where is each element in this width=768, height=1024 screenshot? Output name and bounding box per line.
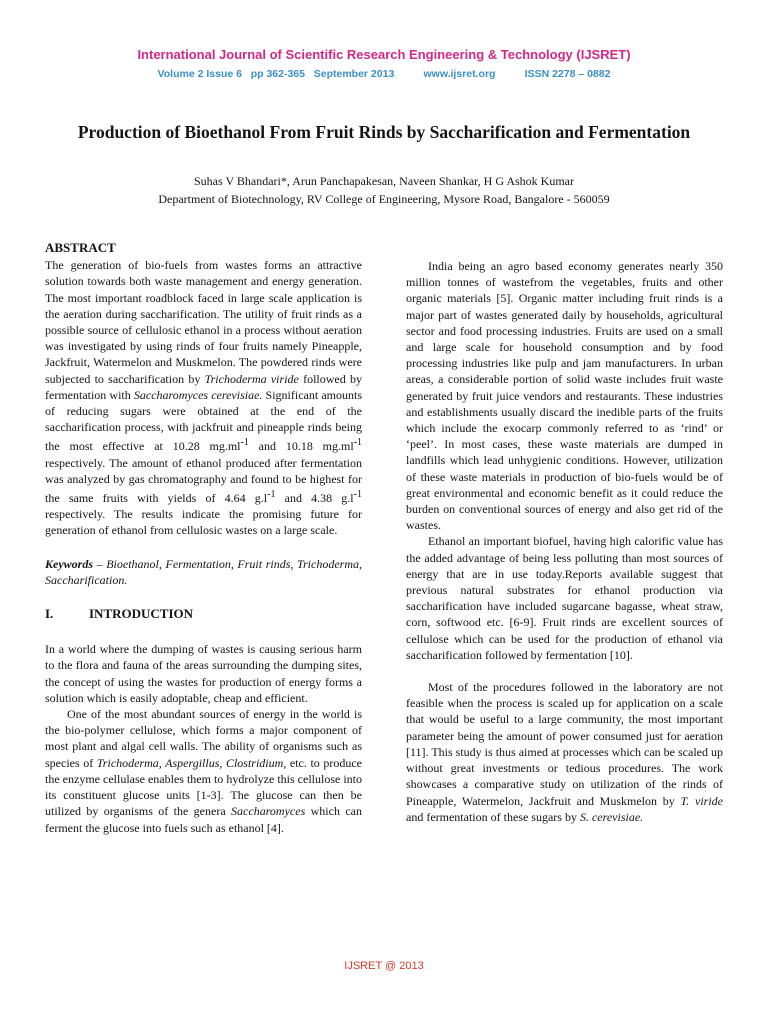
journal-website-link[interactable]: www.ijsret.org: [423, 68, 496, 80]
intro-paragraph-1: In a world where the dumping of wastes is causing serious harm to the flora and fauna of the areas surrounding the dumping sites, the concept of using the wastes for production of energy forms a solution which is easily adoptable, cheap and efficient.: [45, 642, 362, 705]
intro-paragraph-4: Ethanol an important biofuel, having high calorific value has the added advantage of being less polluting than most sources of energy that are in use today.Reports available suggest that previous natural substrates for ethanol production via saccharification have included sugarcane bagasse, wheat straw, corn, softwood etc. [6-9]. Fruit rinds are excellent sources of cellulose which can be used for the production of ethanol via saccharification followed by fermentation [10].: [406, 534, 723, 662]
affiliation: Department of Biotechnology, RV College of Engineering, Mysore Road, Bangalore - 560059: [158, 192, 610, 206]
intro-paragraph-3: India being an agro based economy generates nearly 350 million tonnes of wastefrom the vegetables, fruits and other organic materials [5]. Organic matter including fruit rinds is a major part of wastes generated daily by households, agricultural sector and food processing industries. Fruits are used on a small and large scale for household consumption and by food processing industries like pulp and jam manufacturers. In urban areas, a considerable portion of solid waste includes fruit waste generated by fruit juice vendors and restaurants. These industries and establishments usually discard the inedible parts of the fruits which include the exocarp commonly referred to as ‘rind’ or ‘peel’. In most cases, these waste materials are dumped in landfills which lead unhygienic conditions. However, utilization of these waste materials in production of bio-fuels would be of great environmental and economic benefit as it could reduce the burden on conventional sources of energy and also get rid of the wastes.: [406, 259, 723, 533]
left-column: [45, 240, 362, 836]
issn: ISSN 2278 – 0882: [524, 68, 611, 80]
authors: Suhas V Bhandari*, Arun Panchapakesan, Naveen Shankar, H G Ashok Kumar: [193, 174, 574, 188]
footer: IJSRET @ 2013: [344, 960, 424, 972]
intro-paragraph-2: One of the most abundant sources of energy in the world is the bio-polymer cellulose, which forms a major component of most plant and algal cell walls. The ability of organisms such as species of Trichoderma, Aspergillus, Clostridium, etc. to produce the enzyme cellulase enables them to hydrolyze this cellulose into its constituent glucose units [1-3]. The glucose can then be utilized by organisms of the genera Saccharomyces which can ferment the glucose into fuels such as ethanol [4].: [45, 707, 363, 835]
intro-paragraph-5: Most of the procedures followed in the laboratory are not feasible when the process is scaled up for application on a scale that would be useful to a large community, the most important parameter being the amount of power consumed just for aeration [11]. This study is thus aimed at processes which can be scaled up without great investments or tedious procedures. The work showcases a comparative study on utilization of the rinds of Pineapple, Watermelon, Jackfruit and Muskmelon by T. viride and fermentation of these sugars by S. cerevisiae.: [406, 680, 723, 824]
volume-info: Volume 2 Issue 6 pp 362-365 September 2013: [157, 68, 395, 80]
abstract-heading: ABSTRACT: [45, 240, 116, 255]
keywords-label: Keywords: [45, 556, 93, 571]
introduction-heading: [45, 606, 362, 622]
section-number: I.: [45, 606, 54, 622]
right-column: [406, 258, 723, 825]
journal-name: International Journal of Scientific Research Engineering & Technology (IJSRET): [137, 47, 631, 62]
section-title: INTRODUCTION: [89, 606, 194, 622]
journal-meta: [0, 68, 768, 80]
abstract-text: The generation of bio-fuels from wastes forms an attractive solution towards both waste management and energy generation. The most important roadblock faced in large scale application is the aeration during saccharification. The utility of fruit rinds as a possible source of cellulosic ethanol in a process without aeration was investigated by using rinds of four fruits namely Pineapple, Jackfruit, Watermelon and Muskmelon. The powdered rinds were subjected to saccharification by Trichoderma viride followed by fermentation with Saccharomyces cerevisiae. Significant amounts of reducing sugars were obtained at the end of the saccharification process, with jackfruit and pineapple rinds being the most effective at 10.28 $mg.ml^{-1}$ and 10.18 $mg.ml^{-1}$ respectively. The amount of ethanol produced after fermentation was analyzed by gas chromatography and found to be highest for the same fruits with yields of 4.64 $g.l^{-1}$ and 4.38 $g.l^{-1}$ respectively. The results indicate the promising future for generation of ethanol from cellulosic wastes on a large scale.: [45, 258, 363, 538]
paper-title: Production of Bioethanol From Fruit Rinds by Saccharification and Fermentation: [77, 122, 691, 142]
keywords: Keywords – Bioethanol, Fermentation, Fruit rinds, Trichoderma, Saccharification.: [45, 556, 362, 587]
